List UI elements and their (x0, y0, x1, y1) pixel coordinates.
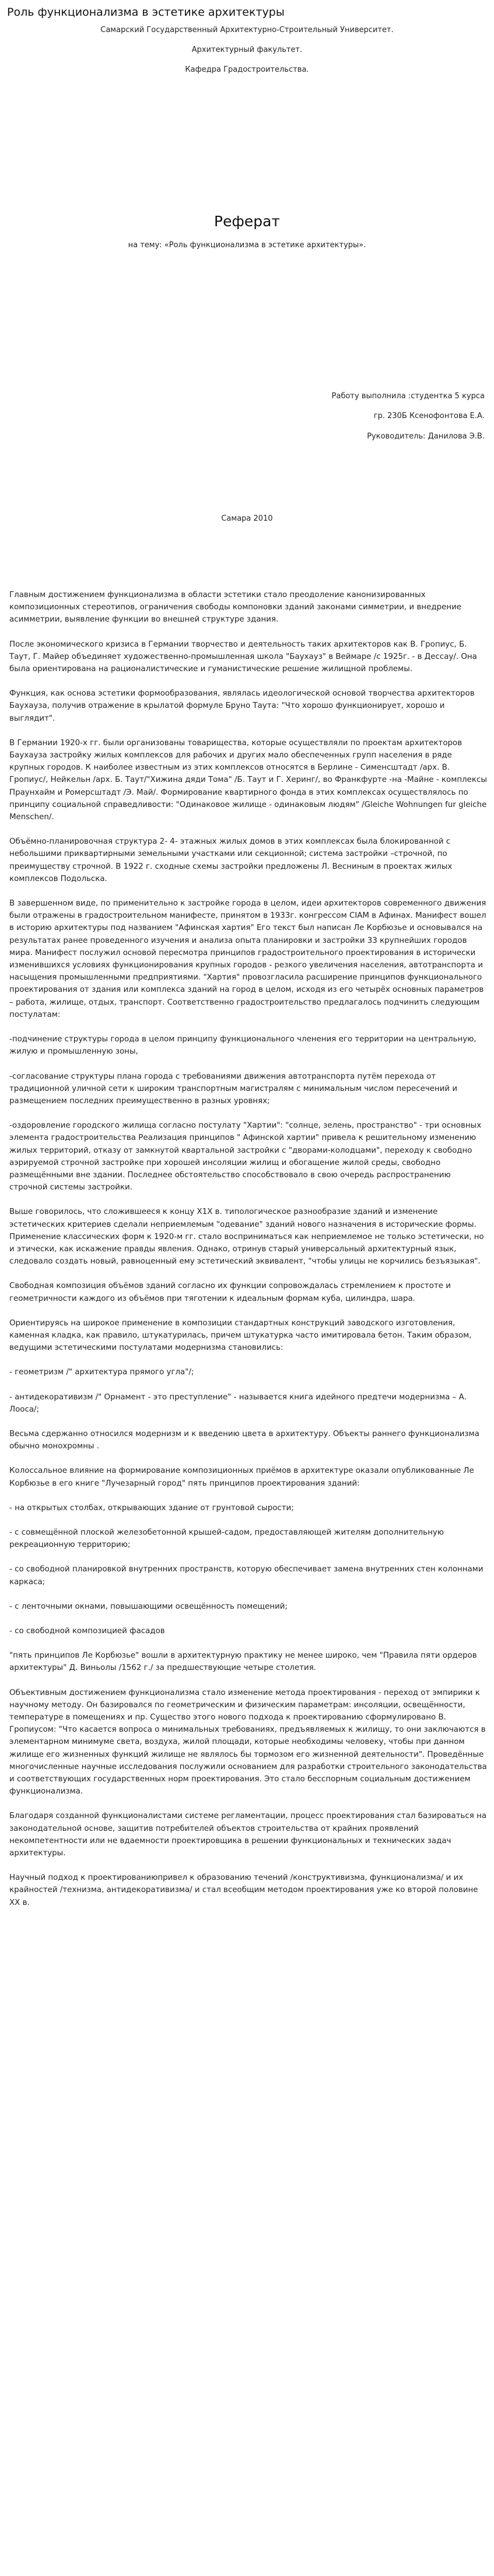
body-paragraph: Функция, как основа эстетики формообразования, являлась идеологической основой творчества архитекторов Баухауза, получив отражение в крылатой формуле Бруно Таута: "Что хорошо функционирует, хорошо и выглядит". (9, 689, 475, 723)
list-item: - геометризм /" архитектура прямого угла"/; (9, 1368, 194, 1377)
body-paragraph: Весьма сдержанно относился модернизм и к введению цвета в архитектуру. Объекты раннего функционализма обычно монохромны . (9, 1429, 479, 1451)
body-paragraph: "пять принципов Ле Корбюзье" вошли в архитектурную практику не менее широко, чем "Правила пяти ордеров архитектуры" Д. Виньолы /1562 г./ за предшествующие четыре столетия. (9, 1651, 477, 1673)
body-paragraph: Объективным достижением функционализма стало изменение метода проектирования - переход от эмпирики к научному методу. Он базировался по геометрическим и физическим параметрам: инсоляции, освещённости, температуре в помещениях и пр. Существо этого нового подхода к проектированию сформулировано В. Гропиусом: "Что касается вопроса о минимальных требованиях, предъявляемых к жилищу, то они заключаются в элементарном минимуме света, воздуха, жилой площади, которые необходимы человеку, чтобы при данном жилище его жизненных функций жилище не являлось бы тормозом его жизненной деятельности". Проведённые многочисленные научные исследования послужили основанием для разработки строительного законодательства и соответствующих государственных норм проектирования. Это стало бесспорным социальным достижением функционализма. (9, 1688, 487, 1796)
list-item: -оздоровление городского жилища согласно постулату "Хартии": "солнце, зелень, пространство" - три основных элемента градостроительства Реализация принципов " Афинской хартии" привела к решительному изменению жилых территорий, отказу от замкнутой квартальной застройки с "дворами-колодцами", переходу к свободно аэрируемой строчной застройке при хорошей инсоляции жилищ и обогащение жилой среды, свободно размещёнными вне здании. Последнее обстоятельство способствовало в свою очередь распространению строчной системы застройки. (9, 1121, 482, 1192)
list-item: - на открытых столбах, открывающих здание от грунтовой сырости; (9, 1503, 294, 1512)
city-year: Самара 2010 (221, 514, 273, 523)
body-paragraph: Свободная композиция объёмов зданий согласно их функции сопровождалась стремлением к простоте и геометричности каждого из объёмов при тяготении к идеальным формам куба, цилиндра, шара. (9, 1282, 451, 1303)
list-item: - со свободной планировкой внутренних пространств, которую обеспечивает замена внутренних стен колоннами каркаса; (9, 1565, 484, 1587)
faculty-name: Архитектурный факультет. (191, 45, 303, 54)
list-item: -подчинение структуры города в целом принципу функционального членения его территории на центральную, жилую и промышленную зоны, (9, 1035, 477, 1057)
body-paragraph: В Германии 1920-х гг. были организованы товарищества, которые осуществляли по проектам архитекторов Баухауза застройку жилых комплексов для рабочих и других мало обеспеченных групп населения в ряде крупных городов. К наиболее известным из этих комплексов относятся в Берлине - Сименсштадт /арх. В. Гропиус/, Нейкельн /арх. Б. Таут/"Хижина дяди Тома" /Б. Таут и Г. Херинг/, во Франкфурте -на -Майне - комплексы Праунхайм и Ромерсштадт /Э. Май/. Формирование квартирного фонда в этих комплексах осуществлялось по принципу социальной справедливости: "Одинаковое жилище - одинаковым людям" /Gleiche Wohnungen fur gleiche Menschen/. (9, 738, 487, 822)
body-paragraph: Объёмно-планировочная структура 2- 4- этажных жилых домов в этих комплексах была блокированной с небольшими приквартирными земельными участками или секционной; система застройки –строчной, по преимуществу строчной. В 1922 г. сходные схемы застройки предложены Л. Весниным в проектах жилых комплексов Подольска. (9, 837, 453, 883)
list-item: - антидекоративизм /" Орнамент - это преступление" - называется книга идейного предтечи модернизма – А. Лооса/; (9, 1392, 467, 1414)
body-paragraph: После экономического кризиса в Германии творчество и деятельность таких архитекторов как В. Гропиус, Б. Таут, Г. Майер объединяет художественно-промышленная школа "Баухауз" в Веймаре /с 1925г. - в Дессау/. Она была ориентирована на рационалистические и гуманистические решение жилищной проблемы. (9, 640, 477, 674)
document-title: Роль функционализма в эстетике архитектуры (7, 6, 285, 19)
body-paragraph: Выше говорилось, что сложившееся к концу Х1Х в. типологическое разнообразие зданий и изменение эстетических критериев сделали неприемлемым "одевание" зданий нового назначения в исторические формы. Применение классических форм к 1920-м гг. стало восприниматься как неприемлемое не только эстетически, но и этически, как искажение правды явления. Однако, отринув старый универсальный архитектурный язык, следовало создать новый, равноценный ему эстетический эквивалент, "чтобы улицы не корчились безъязыкая". (9, 1208, 484, 1266)
body-paragraph: Научный подход к проектированиюпривел к образованию течений /конструктивизма, функционализма/ и их крайностей /технизма, антидекоративизма/ и стал всеобщим методом проектирования уже ко второй половине XX в. (9, 1873, 478, 1907)
referat-topic: на тему: «Роль функционализма в эстетике архитектуры». (128, 241, 366, 250)
document-body (9, 589, 488, 1921)
university-name: Самарский Государственный Архитектурно-Строительный Университет. (100, 26, 394, 34)
body-paragraph: Благодаря созданной функционалистами системе регламентации, процесс проектирования стал базироваться на законодательной основе, защитив потребителей объектов строительства от крайних проявлений некомпетентности или не вдаемности проектировщика в решении функциональных и технических задач архитектуры. (9, 1812, 487, 1858)
body-paragraph: Ориентируясь на широкое применение в композиции стандартных конструкций заводского изготовления, каменная кладка, как правило, штукатурилась, причем штукатурка часто имитировала бетон. Таким образом, ведущими эстетическими постулатами модернизма становились: (9, 1318, 472, 1353)
body-paragraph: Главным достижением функционализма в области эстетики стало преодоление канонизированных композиционных стереотипов, ограничения свободы компоновки зданий законами симметрии, и внедрение асимметрии, выявление функции во внешней структуре здания. (9, 591, 462, 624)
referat-heading: Реферат (214, 213, 280, 230)
author-line: Работу выполнила :студентка 5 курса (331, 392, 485, 401)
list-item: -согласование структуры плана города с требованиями движения автотранспорта путём перехода от традиционной уличной сети к широким транспортным магистралям с минимальным числом пересечений и размещением последних преимущественно в разных уровнях; (9, 1072, 458, 1105)
body-paragraph: В завершенном виде, по применительно к застройке города в целом, идеи архитекторов современного движения были отражены в градостроительном манифесте, принятом в 1933г. конгрессом CIAM в Афинах. Манифест вошел в историю архитектуры под названием "Афинская хартия" Его текст был написан Ле Корбюзье и основывался на результатах ранее проведенного изучения и анализа опыта планировки и застройки 33 крупнейших городов мира. Манифест послужил основой пересмотра принципов градостроительного проектирования в исторически изменившихся условиях функционирования крупных городов - резкого увеличения населения, автотранспорта и насыщения промышленными предприятиями. "Хартия" провозгласила расширение принципов функционального проектирования от здания или комплекса зданий на город в целом, исходя из его четырёх основных параметров – работа, жилище, отдых, транспорт. Соответственно градостроительство предлагалось подчинить следующим постулатам: (9, 899, 486, 1019)
list-item: - со свободной композицией фасадов (9, 1627, 165, 1636)
author-group-name: гр. 230Б Ксенофонтова Е.А. (373, 412, 485, 420)
supervisor-line: Руководитель: Данилова Э.В. (367, 432, 485, 441)
list-item: - с ленточными окнами, повышающими освещённость помещений; (9, 1602, 288, 1611)
department-name: Кафедра Градостроительства. (185, 65, 309, 74)
list-item: - с совмещённой плоской железобетонной крышей-садом, предоставляющей жителям дополнительную рекреационную территорию; (9, 1528, 444, 1550)
body-paragraph: Колоссальное влияние на формирование композиционных приёмов в архитектуре оказали опубликованные Ле Корбюзье в его книге "Лучезарный город" пять принципов проектирования зданий: (9, 1466, 474, 1488)
